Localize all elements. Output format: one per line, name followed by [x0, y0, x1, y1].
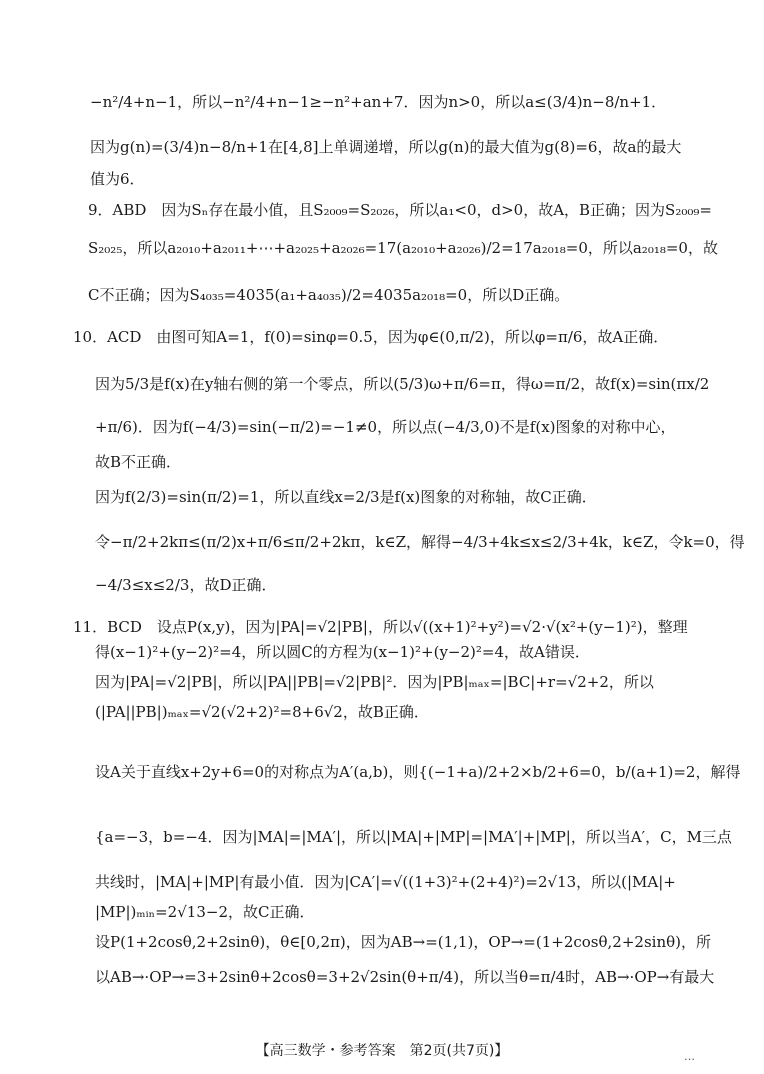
- text-line: {a=−3，b=−4．因为|MA|=|MA′|，所以|MA|+|MP|=|MA′|+|MP|，所以当A′，C，M三点: [95, 828, 732, 846]
- text-line: 因为f(2/3)=sin(π/2)=1，所以直线x=2/3是f(x)图象的对称轴，故C正确．: [95, 488, 597, 506]
- text-line: 得(x−1)²+(y−2)²=4，所以圆C的方程为(x−1)²+(y−2)²=4，故A错误．: [95, 643, 590, 661]
- text-line: 设P(1+2cosθ,2+2sinθ)，θ∈[0,2π)，因为AB→=(1,1)，OP→=(1+2cosθ,2+2sinθ)，所: [95, 933, 711, 951]
- question-9-line: 9．ABD 因为Sₙ存在最小值，且S₂₀₀₉=S₂₀₂₆，所以a₁<0，d>0，故A，B正确；因为S₂₀₀₉=: [88, 201, 712, 219]
- text-line: (|PA||PB|)ₘₐₓ=√2(√2+2)²=8+6√2，故B正确．: [95, 703, 429, 721]
- text-line: 因为g(n)=(3/4)n−8/n+1在[4,8]上单调递增，所以g(n)的最大值为g(8)=6，故a的最大: [90, 138, 682, 156]
- text-line: 因为5/3是f(x)在y轴右侧的第一个零点，所以(5/3)ω+π/6=π，得ω=π/2，故f(x)=sin(πx/2: [95, 375, 710, 393]
- text-line: −4/3≤x≤2/3，故D正确．: [95, 576, 277, 594]
- text-line: 共线时，|MA|+|MP|有最小值．因为|CA′|=√((1+3)²+(2+4)²)=2√13，所以(|MA|+: [95, 873, 676, 891]
- footer-mark: …: [684, 1050, 695, 1063]
- page-footer: 【高三数学・参考答案 第2页(共7页)】: [255, 1043, 509, 1059]
- text-line: 设A关于直线x+2y+6=0的对称点为A′(a,b)，则{(−1+a)/2+2×b/2+6=0，b/(a+1)=2，解得: [95, 763, 741, 781]
- text-line: 因为|PA|=√2|PB|，所以|PA||PB|=√2|PB|²．因为|PB|ₘₐₓ=|BC|+r=√2+2，所以: [95, 673, 654, 691]
- text-line: +π/6)．因为f(−4/3)=sin(−π/2)=−1≠0，所以点(−4/3,0)不是f(x)图象的对称中心，: [95, 418, 676, 436]
- text-line: 值为6．: [90, 170, 145, 188]
- text-line: 故B不正确．: [95, 453, 182, 471]
- question-10-line: 10．ACD 由图可知A=1，f(0)=sinφ=0.5，因为φ∈(0,π/2)，所以φ=π/6，故A正确．: [73, 328, 669, 346]
- text-line: 令−π/2+2kπ≤(π/2)x+π/6≤π/2+2kπ，k∈Z，解得−4/3+4k≤x≤2/3+4k，k∈Z，令k=0，得: [95, 533, 745, 551]
- text-line: |MP|)ₘᵢₙ=2√13−2，故C正确．: [95, 903, 315, 921]
- text-line: C不正确；因为S₄₀₃₅=4035(a₁+a₄₀₃₅)/2=4035a₂₀₁₈=0，所以D正确。: [88, 286, 570, 304]
- text-line: 以AB→·OP→=3+2sinθ+2cosθ=3+2√2sin(θ+π/4)，所以当θ=π/4时，AB→·OP→有最大: [95, 968, 715, 986]
- question-11-line: 11．BCD 设点P(x,y)，因为|PA|=√2|PB|，所以√((x+1)²+y²)=√2·√(x²+(y−1)²)，整理: [73, 618, 688, 636]
- text-line: S₂₀₂₅，所以a₂₀₁₀+a₂₀₁₁+⋯+a₂₀₂₅+a₂₀₂₆=17(a₂₀₁₀+a₂₀₂₆)/2=17a₂₀₁₈=0，所以a₂₀₁₈=0，故: [88, 239, 718, 257]
- text-line: −n²/4+n−1，所以−n²/4+n−1≥−n²+an+7．因为n>0，所以a≤(3/4)n−8/n+1．: [90, 93, 667, 111]
